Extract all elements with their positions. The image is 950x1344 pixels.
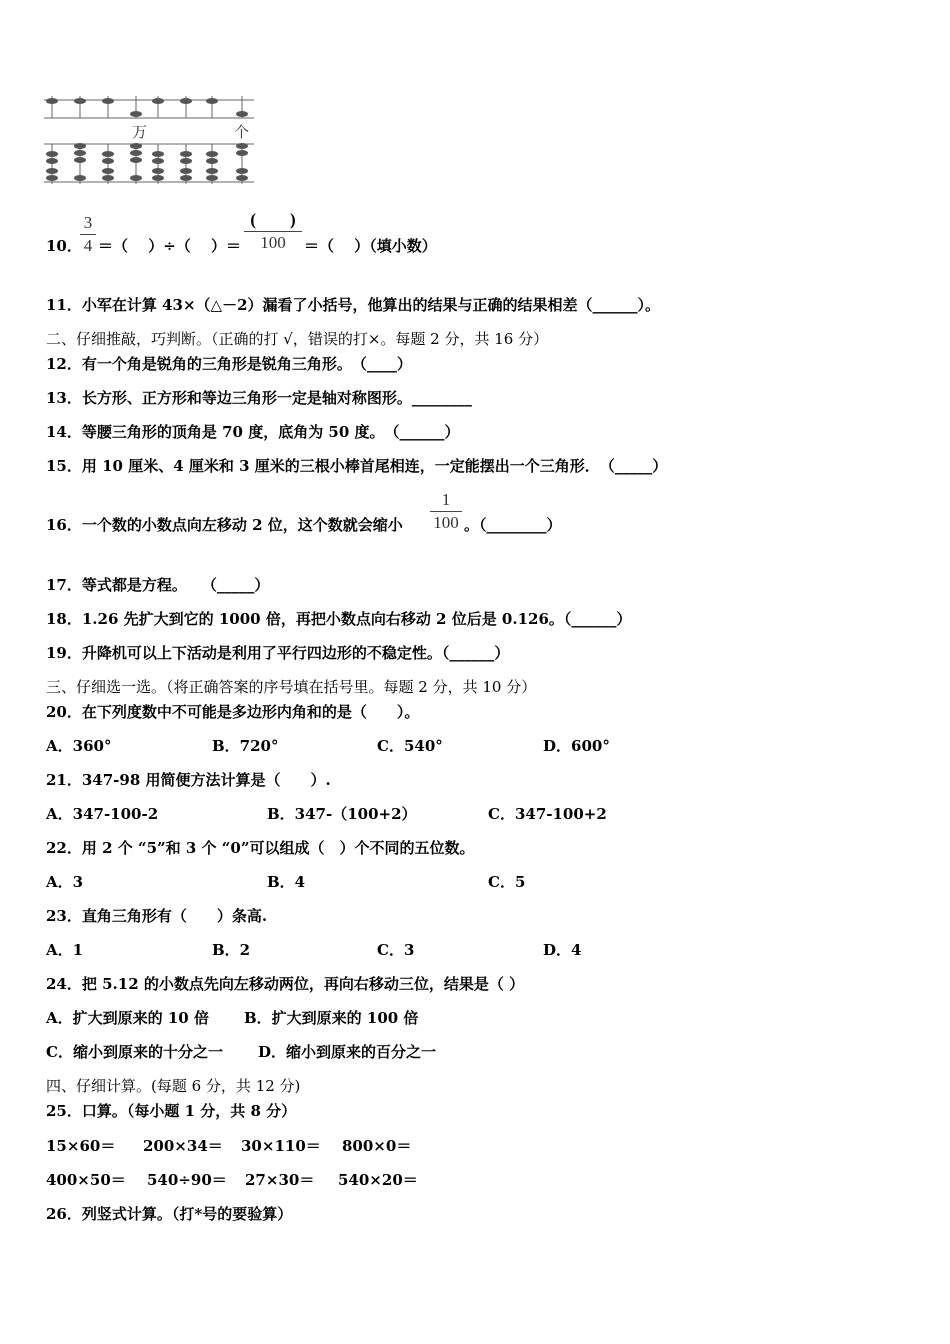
q25-row1-item3: 30×110＝: [241, 1137, 321, 1155]
question-10: [46, 236, 82, 256]
question-26: 26．列竖式计算。（打*号的要验算）: [46, 1205, 293, 1223]
q24-option-a: A．扩大到原来的 10 倍: [46, 1009, 209, 1027]
question-20: 20．在下列度数中不可能是多边形内角和的是（ ）。: [46, 703, 420, 721]
q21-option-b: B．347-（100+2）: [267, 805, 417, 823]
question-17: 17．等式都是方程。 （_____）: [46, 576, 270, 594]
q10-frac1-numerator: 3: [83, 213, 93, 232]
q10-frac1-denominator: 4: [83, 236, 93, 255]
abacus-frame: [44, 96, 254, 184]
q22-option-c: C．5: [488, 873, 526, 891]
q25-row2-item3: 27×30＝: [245, 1171, 315, 1189]
question-18: 18．1.26 先扩大到它的 1000 倍，再把小数点向右移动 2 位后是 0.126。（______）: [46, 610, 632, 628]
q25-row1-item4: 800×0＝: [342, 1137, 412, 1155]
abacus-label-wan: 万: [132, 123, 148, 141]
section-4-heading: 四、仔细计算。(每题 6 分，共 12 分): [46, 1077, 301, 1095]
q20-option-a: A．360°: [46, 737, 112, 755]
q20-option-c: C．540°: [377, 737, 443, 755]
abacus-figure: [44, 94, 256, 186]
q25-row2-item4: 540×20＝: [338, 1171, 418, 1189]
q10-fraction-blank-100: [244, 210, 302, 253]
q16-frac-numerator: 1: [441, 490, 451, 509]
abacus-label-ge: 个: [234, 123, 250, 141]
q22-option-a: A．3: [46, 873, 84, 891]
question-24: 24．把 5.12 的小数点先向左移动两位，再向右移动三位，结果是（ ）: [46, 975, 525, 993]
q10-part2: ＝（ ）（填小数）: [304, 237, 437, 255]
q16-fraction-1-100: [430, 490, 462, 533]
q10-fraction-3-4: [80, 213, 96, 256]
question-14: 14．等腰三角形的顶角是 70 度，底角为 50 度。 （______）: [46, 423, 460, 441]
q16-tail: 。（________）: [464, 516, 562, 534]
q21-option-a: A．347-100-2: [46, 805, 159, 823]
q25-row2-item1: 400×50＝: [46, 1171, 126, 1189]
q10-frac2-numerator: ( ): [250, 210, 296, 229]
abacus-lower-beads: [46, 143, 248, 181]
q10-frac2-denominator: 100: [260, 233, 286, 252]
question-16: 16．一个数的小数点向左移动 2 位，这个数就会缩小: [46, 516, 403, 534]
question-11: 11．小军在计算 43×（△－2）漏看了小括号，他算出的结果与正确的结果相差（______）。: [46, 296, 661, 314]
question-15: 15．用 10 厘米、4 厘米和 3 厘米的三根小棒首尾相连，一定能摆出一个三角形． （_____）: [46, 457, 668, 475]
q10-part1: ＝（ ）÷（ ）＝: [98, 237, 242, 255]
q20-option-b: B．720°: [212, 737, 279, 755]
question-25: 25．口算。（每小题 1 分，共 8 分）: [46, 1102, 297, 1120]
abacus-upper-beads: [46, 98, 248, 117]
q25-row1-item1: 15×60＝: [46, 1137, 116, 1155]
q16-frac-denominator: 100: [433, 513, 459, 532]
q10-number: 10．: [46, 237, 82, 255]
question-19: 19．升降机可以上下活动是利用了平行四边形的不稳定性。（______）: [46, 644, 510, 662]
q24-option-c: C．缩小到原来的十分之一: [46, 1043, 223, 1061]
question-12: 12．有一个角是锐角的三角形是锐角三角形。 （____）: [46, 355, 412, 373]
q23-option-b: B．2: [212, 941, 251, 959]
q22-option-b: B．4: [267, 873, 306, 891]
q24-option-d: D．缩小到原来的百分之一: [258, 1043, 437, 1061]
question-13: 13．长方形、正方形和等边三角形一定是轴对称图形。________: [46, 389, 472, 407]
section-3-heading: 三、仔细选一选。（将正确答案的序号填在括号里。每题 2 分，共 10 分）: [46, 678, 537, 696]
q23-option-a: A．1: [46, 941, 84, 959]
section-2-heading: 二、仔细推敲，巧判断。（正确的打 √，错误的打×。每题 2 分，共 16 分）: [46, 330, 549, 348]
q25-row1-item2: 200×34＝: [143, 1137, 223, 1155]
question-22: 22．用 2 个 “5”和 3 个 “0”可以组成（ ）个不同的五位数。: [46, 839, 475, 857]
q24-option-b: B．扩大到原来的 100 倍: [244, 1009, 419, 1027]
q21-option-c: C．347-100+2: [488, 805, 607, 823]
question-21: 21．347-98 用简便方法计算是（ ）.: [46, 771, 331, 789]
q20-option-d: D．600°: [543, 737, 610, 755]
q23-option-c: C．3: [377, 941, 415, 959]
q25-row2-item2: 540÷90＝: [147, 1171, 227, 1189]
q23-option-d: D．4: [543, 941, 582, 959]
question-23: 23．直角三角形有（ ）条高.: [46, 907, 268, 925]
